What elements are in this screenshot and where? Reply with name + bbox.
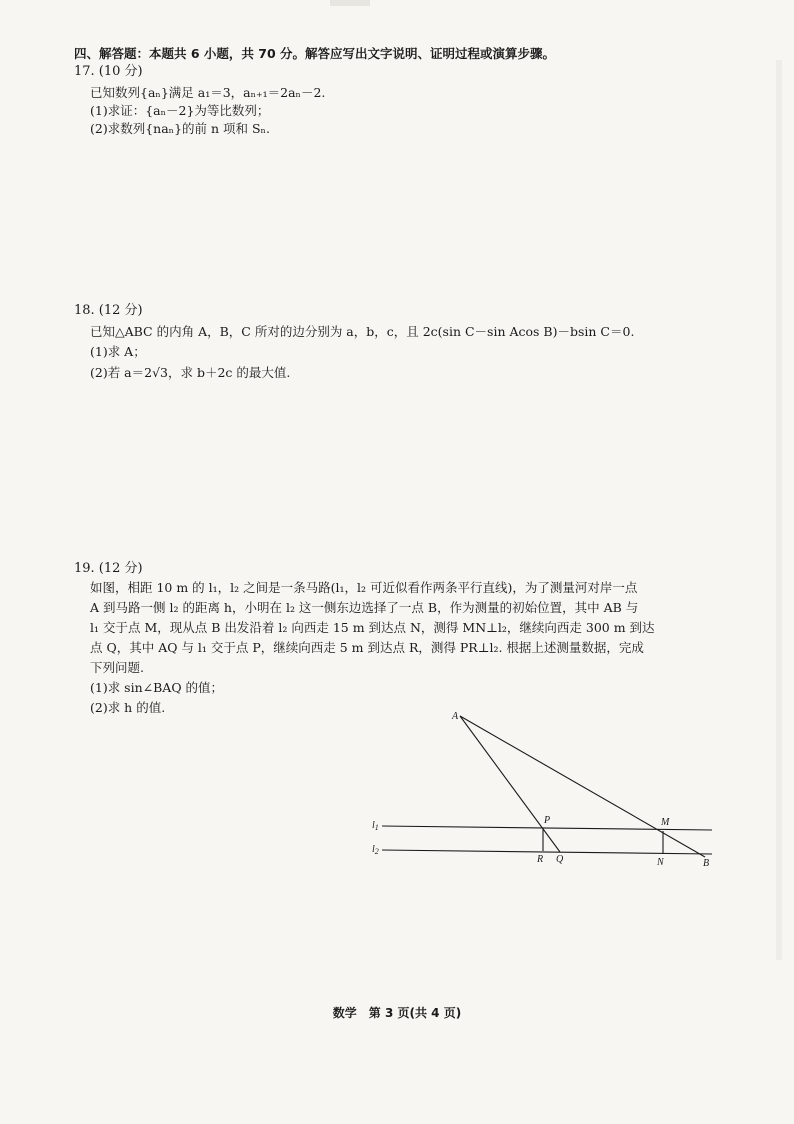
q19-stem-line-1: 如图，相距 10 m 的 l₁，l₂ 之间是一条马路(l₁，l₂ 可近似看作两条平行直线)，为了测量河对岸一点: [90, 580, 638, 595]
label-N: N: [657, 857, 664, 868]
q18-part1: (1)求 A；: [90, 344, 146, 359]
label-l1-letter: l: [372, 820, 375, 831]
q19-stem-line-5: 下列问题.: [90, 660, 144, 675]
segment-AQ: [460, 716, 560, 852]
q17-number: 17. (10 分): [74, 64, 143, 79]
label-l1-sub: 1: [374, 823, 379, 832]
q18-stem: 已知△ABC 的内角 A，B，C 所对的边分别为 a，b，c，且 2c(sin C－sin Acos B)－bsin C＝0.: [90, 324, 635, 339]
label-M: M: [661, 817, 670, 828]
q19-stem-line-3: l₁ 交于点 M，现从点 B 出发沿着 l₂ 向西走 15 m 到达点 N，测得 MN⊥l₂，继续向西走 300 m 到达: [90, 620, 655, 635]
label-l2-letter: l: [372, 844, 375, 855]
q19-part2: (2)求 h 的值.: [90, 700, 166, 715]
q18-number: 18. (12 分): [74, 303, 143, 318]
q19-part1: (1)求 sin∠BAQ 的值；: [90, 680, 224, 695]
scan-mark-right: [776, 60, 782, 960]
label-l1: [372, 820, 379, 832]
section-header: 四、解答题：本题共 6 小题，共 70 分。解答应写出文字说明、证明过程或演算步骤。: [74, 46, 556, 61]
label-P: P: [544, 815, 551, 826]
q17-part1: (1)求证：{aₙ－2}为等比数列；: [90, 103, 270, 118]
segment-AB: [460, 716, 705, 857]
label-Q: Q: [556, 854, 564, 865]
label-A: A: [452, 711, 459, 722]
q17-part2: (2)求数列{naₙ}的前 n 项和 Sₙ.: [90, 121, 270, 136]
page-footer: 数学 第 3 页(共 4 页): [332, 1006, 462, 1020]
q19-stem-line-4: 点 Q，其中 AQ 与 l₁ 交于点 P，继续向西走 5 m 到达点 R，测得 PR⊥l₂. 根据上述测量数据，完成: [90, 640, 644, 655]
label-R: R: [537, 854, 544, 865]
q19-number: 19. (12 分): [74, 561, 143, 576]
q19-stem-line-2: A 到马路一侧 l₂ 的距离 h，小明在 l₂ 这一侧东边选择了一点 B，作为测量的初始位置，其中 AB 与: [90, 600, 639, 615]
q19-figure: [360, 700, 720, 880]
scan-mark-top: [330, 0, 370, 6]
label-l2-sub: 2: [374, 847, 379, 856]
q17-stem: 已知数列{aₙ}满足 a₁＝3，aₙ₊₁＝2aₙ－2.: [90, 85, 326, 100]
label-B: B: [703, 858, 710, 869]
label-l2: [372, 844, 379, 856]
q18-part2: (2)若 a＝2√3，求 b＋2c 的最大值.: [90, 365, 291, 380]
